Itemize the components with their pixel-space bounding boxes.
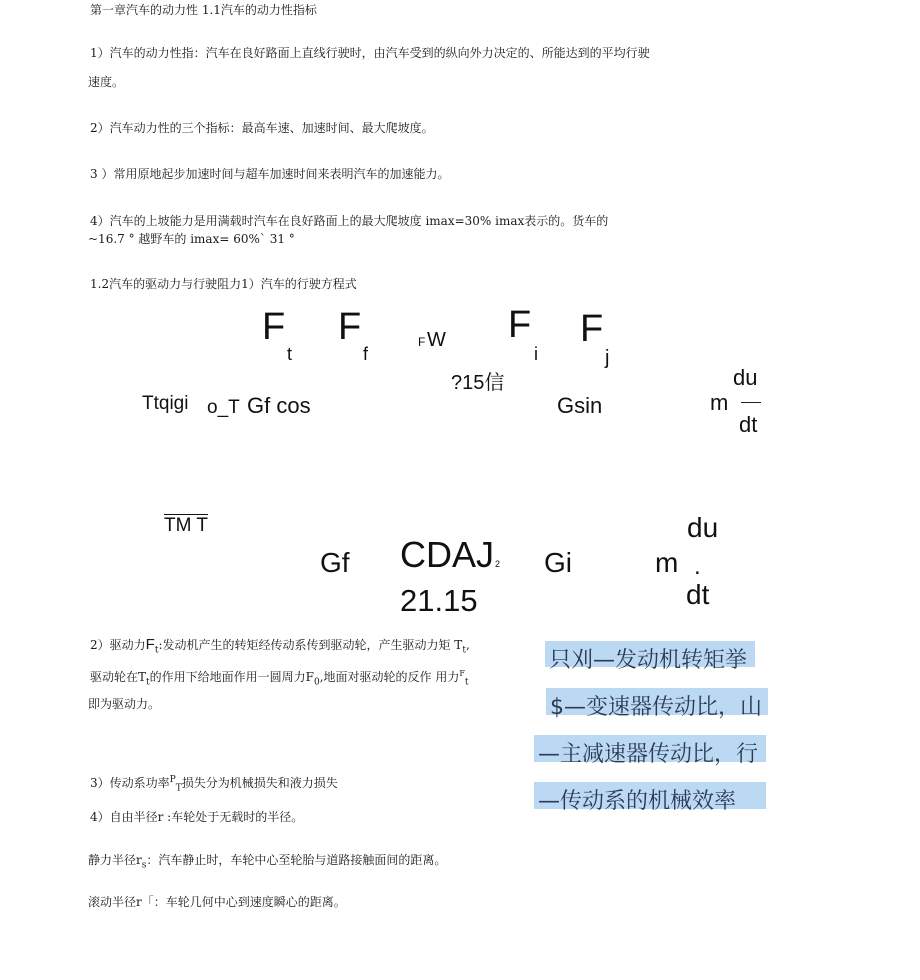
eq1-sub-f: f	[363, 344, 369, 364]
static-a: 静力半径r	[88, 853, 142, 867]
eq3-21-15: 21.15	[400, 583, 478, 618]
eq3-dt-clip	[683, 579, 723, 610]
eq3-gi: Gi	[544, 547, 572, 578]
eq1-F-f: F	[338, 306, 362, 348]
drive-l2-t: t	[146, 677, 150, 688]
eq2-o-t: o_T	[207, 397, 240, 418]
free-radius-line: 4）自由半径r :车轮处于无载时的半径。	[90, 810, 304, 824]
trans-P: P	[169, 775, 176, 785]
highlight-text-2: $—变速器传动比，山	[550, 695, 762, 720]
drive-l2-a: 驱动轮在T	[90, 670, 147, 684]
paragraph-4b: ~16.7 ° 越野车的 imax= 60%` 31 °	[88, 232, 295, 246]
eq3-cda: CDAJ	[400, 534, 495, 575]
eq2-fraction-bar	[741, 402, 761, 403]
eq3-du: du	[687, 512, 719, 543]
drive-l1-a: 2）驱动力	[90, 638, 146, 652]
static-b: ：汽车静止时，车轮中心至轮胎与道路接触面间的距离。	[146, 853, 447, 867]
eq3-dot: .	[694, 553, 701, 580]
paragraph-3: 3 ）常用原地起步加速时间与超车加速时间来表明汽车的加速能力。	[90, 167, 450, 181]
eq3-m: m	[655, 547, 679, 578]
highlight-text-4: —传动系的机械效率	[538, 789, 737, 814]
chapter-header: 第一章汽车的动力性 1.1汽车的动力性指标	[90, 3, 317, 17]
eq3-dt: dt	[686, 579, 710, 610]
eq1-F-small: F	[418, 335, 426, 349]
paragraph-1a: 1）汽车的动力性指：汽车在良好路面上直线行驶时，由汽车受到的纵向外力决定的、所能达到的平均行驶	[90, 46, 650, 60]
eq2-q15: ?15信	[451, 372, 505, 394]
drive-l2-b: 的作用下给地面作用一圆周力F	[149, 670, 314, 684]
trans-T: T	[175, 783, 182, 794]
static-radius-line	[88, 852, 446, 873]
highlight-text-3: —主减速器传动比，行	[538, 742, 759, 767]
static-s: s	[141, 860, 147, 871]
transmission-loss-line	[90, 772, 338, 796]
trans-b: 损失分为机械损失和液力损失	[181, 776, 338, 790]
drive-l2-F: F	[459, 669, 465, 678]
eq1-sub-i: i	[534, 344, 538, 364]
trans-a: 3）传动系功率	[90, 776, 170, 790]
eq2-du: du	[733, 365, 758, 390]
highlight-engine-torque	[545, 641, 755, 673]
drive-l1-b: :发动机产生的转矩经传动系传到驱动轮，产生驱动力矩 T	[158, 638, 463, 652]
eq2-m: m	[710, 390, 729, 415]
highlight-transmission-efficiency	[534, 782, 766, 814]
highlight-text-1: 只刈—发动机转矩挙	[549, 648, 748, 673]
drive-l1-t: t	[154, 645, 159, 656]
drive-l1-c: ,	[465, 638, 470, 652]
rolling-radius-line: 滚动半径r「：车轮几何中心到速度瞬心的距离。	[88, 895, 346, 909]
eq3-exponent-2: 2	[495, 559, 501, 569]
eq1-F-j: F	[580, 308, 604, 350]
drive-l2-t2: t	[464, 677, 469, 688]
eq1-F-t: F	[262, 306, 286, 348]
section-1-2-heading: 1.2汽车的驱动力与行驶阻力1）汽车的行驶方程式	[90, 277, 357, 291]
highlight-gearbox-ratio	[546, 688, 768, 720]
paragraph-2: 2）汽车动力性的三个指标：最高车速、加速时间、最大爬坡度。	[90, 121, 434, 135]
drive-line-1	[90, 637, 470, 658]
highlight-final-drive-ratio	[534, 735, 766, 767]
eq2-ttqigi: Ttqigi	[142, 393, 189, 414]
drive-l1-F: F	[145, 636, 155, 653]
eq1-F-i: F	[508, 304, 532, 346]
paragraph-4a: 4）汽车的上坡能力是用满载时汽车在良好路面上的最大爬坡度 imax=30% imax表示的。货车的	[90, 214, 609, 228]
eq1-W: W	[427, 329, 446, 351]
eq3-tmt: TM T	[164, 515, 208, 536]
eq2-dt: dt	[739, 412, 758, 437]
eq2-gfcos: Gf cos	[247, 393, 311, 418]
drive-l1-t2: t	[462, 645, 466, 656]
drive-l2-0: 0	[313, 677, 320, 688]
eq1-sub-t: t	[287, 344, 293, 364]
eq1-sub-j: j	[605, 347, 610, 369]
eq2-gsin: Gsin	[557, 393, 603, 418]
paragraph-1b: 速度。	[88, 75, 125, 89]
drive-line-3: 即为驱动力。	[88, 697, 161, 711]
drive-line-2	[90, 666, 469, 690]
eq3-gf: Gf	[320, 547, 350, 578]
drive-l2-c: ,地面对驱动轮的反作 用力	[319, 670, 460, 684]
